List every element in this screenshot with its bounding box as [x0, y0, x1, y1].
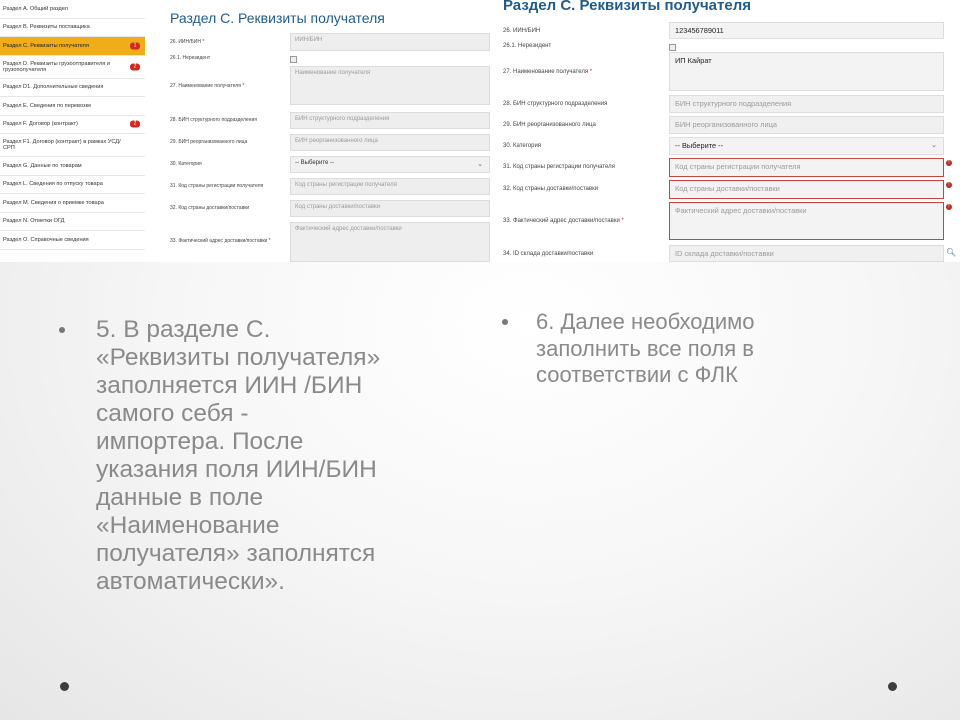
- error-count-badge: 2: [130, 63, 140, 70]
- bin-reorg-input[interactable]: БИН реорганизованного лица: [669, 116, 944, 134]
- sidebar-item-label: Раздел M. Сведения о приемке товара: [3, 199, 104, 206]
- address-input[interactable]: Фактический адрес доставки/поставки: [669, 202, 944, 240]
- slide-decoration-dot: [888, 682, 897, 691]
- error-count-badge: 2: [130, 121, 140, 128]
- reg-country-input[interactable]: Код страны регистрации получателя: [669, 158, 944, 177]
- warehouse-input[interactable]: ID склада доставки/поставки: [669, 245, 944, 262]
- iin-label: 26. ИИН/БИН: [503, 28, 541, 34]
- bullet-line: получателя» заполнятся: [96, 540, 376, 567]
- sidebar-item-label: Раздел O. Справочные сведения: [3, 236, 89, 243]
- bin-struct-input[interactable]: БИН структурного подразделения: [290, 112, 490, 129]
- sidebar-item[interactable]: [0, 134, 145, 157]
- reg-country-label: 31. Код страны регистрации получателя: [503, 164, 615, 170]
- bin-struct-input[interactable]: БИН структурного подразделения: [669, 95, 944, 113]
- sidebar-item-label: Раздел В. Реквизиты поставщика: [3, 24, 90, 31]
- sidebar-item[interactable]: [0, 97, 145, 116]
- sidebar-item-label: Раздел D. Реквизиты грузоотправителя и грузополучателя: [3, 60, 110, 73]
- category-select-value: -- Выберите --: [295, 160, 335, 166]
- error-count-badge: 1: [130, 42, 140, 49]
- sidebar-item[interactable]: [0, 19, 145, 38]
- nonresident-checkbox[interactable]: [290, 56, 297, 63]
- address-label-text: 33. Фактический адрес доставки/поставки: [503, 218, 620, 224]
- bullet-line: импортера. После: [96, 428, 304, 455]
- right-screenshot: [493, 0, 960, 262]
- iin-input[interactable]: ИИН/БИН: [290, 33, 490, 51]
- section-sidebar: [0, 0, 145, 243]
- sidebar-item[interactable]: [0, 56, 145, 79]
- recipient-name-input[interactable]: Наименование получателя: [290, 66, 490, 105]
- sidebar-item[interactable]: [0, 79, 145, 98]
- bullet-line: заполняется ИИН /БИН: [96, 372, 363, 399]
- bullet-line: соответствии с ФЛК: [536, 362, 738, 387]
- iin-input[interactable]: 123456789011: [669, 22, 944, 39]
- slide-decoration-dot: [60, 682, 69, 691]
- error-icon: !: [946, 182, 952, 188]
- bin-reorg-input[interactable]: БИН реорганизованного лица: [290, 134, 490, 151]
- recipient-name-label: [503, 69, 592, 75]
- sidebar-item[interactable]: [0, 157, 145, 176]
- sidebar-item[interactable]: [0, 37, 145, 56]
- left-screenshot: [0, 0, 493, 262]
- bullet-line: 5. В разделе С.: [96, 316, 271, 343]
- delivery-country-input[interactable]: Код страны доставки/поставки: [290, 200, 490, 217]
- search-icon[interactable]: 🔍︎: [946, 248, 957, 257]
- error-icon: !: [946, 204, 952, 210]
- sidebar-item[interactable]: [0, 176, 145, 195]
- sidebar-item[interactable]: [0, 194, 145, 213]
- sidebar-item[interactable]: [0, 0, 145, 19]
- delivery-country-label: 32. Код страны доставки/поставки: [503, 186, 599, 192]
- category-label: 30. Категория: [170, 161, 202, 167]
- bullet-line: 6. Далее необходимо: [536, 309, 755, 334]
- recipient-name-label-text: 27. Наименование получателя: [503, 69, 589, 75]
- bullet-line: самого себя -: [96, 400, 249, 427]
- bin-reorg-label: 29. БИН реорганизованного лица: [503, 122, 596, 128]
- sidebar-item-label: Раздел F. Договор (контракт): [3, 121, 78, 128]
- sidebar-item-label: Раздел E. Сведения по перевозке: [3, 102, 92, 109]
- bullet-marker: [59, 327, 65, 333]
- reg-country-label: 31. Код страны регистрации получателя: [170, 183, 264, 189]
- recipient-name-label: 27. Наименование получателя *: [170, 83, 245, 89]
- sidebar-item-label: Раздел А. Общий раздел: [3, 5, 68, 12]
- bullet-line: автоматически».: [96, 568, 285, 595]
- bullet-line: «Реквизиты получателя»: [96, 344, 381, 371]
- bin-struct-label: 28. БИН структурного подразделения: [503, 101, 608, 107]
- sidebar-item[interactable]: [0, 231, 145, 250]
- category-label: 30. Категория: [503, 143, 542, 149]
- bullet-line: данные в поле: [96, 484, 264, 511]
- address-label: 33. Фактический адрес доставки/поставки *: [170, 238, 271, 244]
- chevron-down-icon: ⌄: [931, 142, 937, 149]
- bullet-line: указания поля ИИН/БИН: [96, 456, 377, 483]
- sidebar-item-label: Раздел N. Отметки ОГД: [3, 218, 65, 225]
- required-marker: *: [621, 218, 624, 224]
- warehouse-label: 34. ID склада доставки/поставки: [503, 251, 594, 257]
- sidebar-item-label: Раздел С. Реквизиты получателя: [3, 42, 89, 49]
- page-title: Раздел С. Реквизиты получателя: [170, 10, 385, 26]
- category-select[interactable]: [290, 156, 490, 173]
- delivery-country-label: 32. Код страны доставки/поставки: [170, 205, 250, 211]
- sidebar-item-label: Раздел D1. Дополнительные сведения: [3, 84, 104, 91]
- sidebar-item[interactable]: [0, 213, 145, 232]
- bullet-marker: [502, 319, 508, 325]
- delivery-country-input[interactable]: Код страны доставки/поставки: [669, 180, 944, 199]
- sidebar-item-label: Раздел F1. Договор (контракт) в рамках УСД/СРП: [3, 139, 121, 151]
- category-select-value: -- Выберите --: [675, 141, 724, 150]
- nonresident-label: 26.1. Нерезидент: [503, 43, 552, 49]
- bullet-line: заполнить все поля в: [536, 335, 754, 361]
- required-marker: *: [589, 69, 593, 75]
- iin-label: 26. ИИН/БИН *: [170, 39, 205, 45]
- page-title: Раздел С. Реквизиты получателя: [503, 0, 751, 14]
- chevron-down-icon: ⌄: [477, 161, 483, 168]
- sidebar-item-label: Раздел L. Сведения по отпуску товара: [3, 181, 103, 188]
- bin-reorg-label: 29. БИН реорганизованного лица: [170, 139, 248, 145]
- address-input[interactable]: Фактический адрес доставки/поставки: [290, 222, 490, 262]
- bullet-line: «Наименование: [96, 512, 280, 539]
- bullet-text-step-6: [536, 309, 836, 389]
- recipient-name-input[interactable]: ИП Кайрат: [669, 52, 944, 91]
- category-select[interactable]: [669, 137, 944, 155]
- address-label: [503, 218, 624, 224]
- error-icon: !: [946, 160, 952, 166]
- bin-struct-label: 28. БИН структурного подразделения: [170, 117, 257, 123]
- nonresident-checkbox[interactable]: [669, 44, 676, 51]
- reg-country-input[interactable]: Код страны регистрации получателя: [290, 178, 490, 195]
- sidebar-item-label: Раздел G. Данные по товарам: [3, 162, 82, 169]
- sidebar-item[interactable]: [0, 116, 145, 135]
- bullet-text-step-5: [96, 316, 476, 596]
- nonresident-label: 26.1. Нерезидент: [170, 55, 211, 61]
